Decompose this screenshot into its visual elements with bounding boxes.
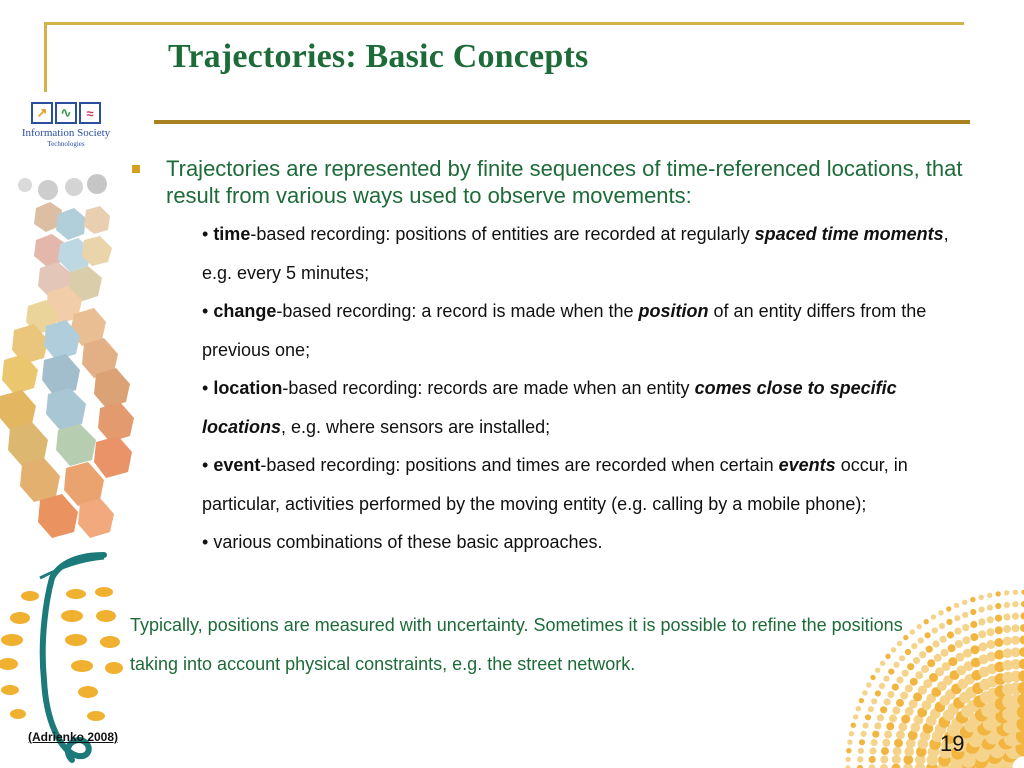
deco-dot <box>1020 624 1024 632</box>
deco-petal <box>10 709 26 719</box>
deco-dot <box>919 651 926 658</box>
deco-dot <box>987 616 994 623</box>
deco-dot <box>963 636 971 644</box>
deco-dot <box>987 605 993 611</box>
deco-dot <box>896 699 904 707</box>
item-text: , e.g. where sensors are installed; <box>281 416 551 437</box>
sub-bullet-marker: • <box>202 532 214 552</box>
deco-dot <box>871 698 877 704</box>
deco-dot <box>987 628 995 636</box>
deco-dot <box>962 612 968 618</box>
deco-dot <box>863 723 869 729</box>
deco-dot <box>38 180 58 200</box>
deco-dot <box>865 714 871 720</box>
deco-dot <box>1020 636 1024 645</box>
deco-dot <box>866 682 871 687</box>
item-text: , e.g. every 5 minutes; <box>202 224 949 283</box>
logo-arrow-icon: ↗ <box>31 102 53 124</box>
deco-dot <box>962 624 969 631</box>
slide-title: Trajectories: Basic Concepts <box>168 38 589 75</box>
deco-dot <box>986 640 995 649</box>
deco-dot <box>1011 636 1020 645</box>
item-text: occur, in particular, activities performed by the moving entity (e.g. calling by a mobile phone); <box>202 455 908 514</box>
sub-bullet-marker: • <box>202 455 214 475</box>
deco-dot <box>892 707 900 715</box>
deco-hex <box>78 498 114 538</box>
deco-dot <box>862 690 867 695</box>
deco-dot <box>898 722 907 731</box>
deco-dot <box>978 618 985 625</box>
deco-petal <box>66 589 86 599</box>
bullet-square-icon <box>132 165 140 173</box>
deco-dot <box>971 645 980 654</box>
deco-dot <box>995 638 1004 647</box>
deco-hex <box>56 424 96 466</box>
deco-petal <box>96 610 116 622</box>
sub-bullet-marker: • <box>202 224 214 244</box>
item-text: of an entity differs from the previous one; <box>202 301 927 360</box>
recording-methods-list <box>202 215 970 562</box>
deco-dot <box>987 593 992 598</box>
deco-dot <box>934 654 942 662</box>
deco-dot <box>849 731 854 736</box>
deco-dot <box>994 650 1004 660</box>
deco-dot <box>1013 590 1018 595</box>
emphasis-position: position <box>638 301 709 321</box>
deco-dot <box>875 690 881 696</box>
deco-dot <box>932 640 939 647</box>
deco-dot <box>884 698 891 705</box>
deco-dot <box>970 609 976 615</box>
deco-dot <box>1004 602 1010 608</box>
deco-dot <box>911 643 917 649</box>
deco-dot <box>880 764 888 768</box>
deco-petal <box>0 658 18 670</box>
deco-dot <box>954 603 959 608</box>
deco-dot <box>948 644 956 652</box>
deco-dot <box>880 756 888 764</box>
deco-dot <box>856 706 861 711</box>
deco-dot <box>868 706 874 712</box>
deco-dot <box>894 739 903 748</box>
deco-dot <box>889 714 897 722</box>
deco-dot <box>962 600 967 605</box>
deco-dot <box>1004 590 1009 595</box>
deco-dot <box>858 748 864 754</box>
deco-dot <box>884 731 892 739</box>
deco-dot <box>879 683 885 689</box>
deco-dot <box>979 607 985 613</box>
deco-dot <box>939 623 945 629</box>
deco-hex <box>98 402 134 442</box>
deco-dot <box>887 691 894 698</box>
logo-lines-icon: ≈ <box>79 102 101 124</box>
deco-dot <box>892 764 901 768</box>
deco-dot <box>65 178 83 196</box>
logo-org-name: Information Society <box>21 127 111 139</box>
deco-dot <box>947 631 954 638</box>
deco-hex <box>94 436 132 478</box>
citation: (Adrienko 2008) <box>28 730 119 744</box>
deco-dot <box>871 739 878 746</box>
deco-dot <box>861 731 867 737</box>
deco-hex <box>84 206 110 234</box>
deco-dot <box>893 747 902 756</box>
deco-dot <box>954 628 961 635</box>
deco-dot <box>1003 637 1012 646</box>
deco-dot <box>970 597 975 602</box>
deco-dot <box>896 730 905 739</box>
title-rule <box>154 120 970 124</box>
deco-dot <box>918 637 924 643</box>
deco-petal <box>71 660 93 672</box>
deco-dot <box>859 698 864 703</box>
deco-dot <box>970 633 978 641</box>
deco-petal <box>1 634 23 646</box>
item-text: -based recording: positions and times are recorded when certain <box>260 455 779 475</box>
deco-petal <box>1 685 19 695</box>
deco-dot <box>881 747 889 755</box>
deco-dot <box>847 740 852 745</box>
deco-dot <box>1020 612 1024 619</box>
deco-dot <box>1019 647 1024 657</box>
sub-bullet-marker: • <box>202 378 214 398</box>
list-item-location <box>202 369 970 446</box>
deco-dot <box>905 685 913 693</box>
deco-dot <box>846 748 851 753</box>
deco-dot <box>853 714 858 719</box>
deco-petal <box>21 591 39 601</box>
deco-dot <box>868 764 875 768</box>
keyword-location: location <box>213 378 283 398</box>
deco-dot <box>880 706 887 713</box>
deco-dot <box>978 630 986 638</box>
list-item-time <box>202 215 970 292</box>
deco-dot <box>859 739 865 745</box>
deco-dot <box>1012 613 1019 620</box>
deco-dot <box>921 665 929 673</box>
deco-dot <box>946 619 952 625</box>
deco-petal <box>61 610 83 622</box>
item-text: -based recording: a record is made when the <box>276 301 639 321</box>
deco-dot <box>915 671 923 679</box>
closing-note: Typically, positions are measured with uncertainty. Sometimes it is possible to refine the positions taking into account physical constraints, e.g. the street network. <box>130 615 903 674</box>
deco-dot <box>940 636 947 643</box>
item-text: -based recording: positions of entities are recorded at regularly <box>250 224 755 244</box>
deco-dot <box>1012 601 1018 607</box>
page-number: 19 <box>940 731 965 756</box>
list-item-combinations <box>202 523 970 562</box>
deco-dot <box>926 646 933 653</box>
deco-dot <box>869 747 876 754</box>
deco-dot <box>900 692 908 700</box>
deco-hex <box>20 458 60 502</box>
deco-petal <box>105 662 123 674</box>
deco-dot <box>886 722 894 730</box>
deco-dot <box>1012 624 1020 632</box>
deco-dot <box>924 619 929 624</box>
deco-dot <box>932 627 938 633</box>
deco-petal <box>87 711 105 721</box>
main-bullet <box>130 155 970 562</box>
emphasis-spaced-time: spaced time moments <box>754 224 944 244</box>
logo-wave-icon: ∿ <box>55 102 77 124</box>
deco-dot <box>1003 625 1011 633</box>
deco-petal <box>95 587 113 597</box>
deco-dot <box>996 591 1001 596</box>
item-text: -based recording: records are made when an entity <box>282 378 695 398</box>
deco-dot <box>927 659 935 667</box>
slide-content <box>130 155 970 562</box>
deco-dot <box>917 624 922 629</box>
deco-dot <box>910 629 915 634</box>
main-bullet-text: Trajectories are represented by finite sequences of time-referenced locations, that result from various ways used to observe movements: <box>166 156 963 208</box>
deco-hex <box>94 368 130 408</box>
deco-petal <box>10 612 30 624</box>
deco-dot <box>1003 613 1010 620</box>
deco-dot <box>995 615 1002 622</box>
deco-hex <box>38 494 78 538</box>
keyword-change: change <box>213 301 277 321</box>
list-item-change <box>202 292 970 369</box>
keyword-time: time <box>213 224 251 244</box>
deco-dot <box>954 615 960 621</box>
deco-dot <box>995 603 1001 609</box>
deco-dot <box>970 621 977 628</box>
deco-dot <box>872 731 879 738</box>
deco-dot <box>892 684 899 691</box>
deco-hex <box>46 388 86 430</box>
deco-dot <box>979 595 984 600</box>
deco-dot <box>978 642 987 651</box>
deco-dot <box>846 757 851 762</box>
top-frame-line <box>44 22 964 25</box>
deco-dot <box>882 739 890 747</box>
deco-petal <box>65 634 87 646</box>
keyword-event: event <box>213 455 261 475</box>
deco-petal <box>78 686 98 698</box>
emphasis-comes-close: comes close to specific locations <box>202 378 897 437</box>
deco-dot <box>955 640 963 648</box>
deco-dot <box>869 756 876 763</box>
list-item-event <box>202 446 970 523</box>
deco-dot <box>938 610 943 615</box>
deco-dot <box>892 755 901 764</box>
sub-bullet-marker: • <box>202 301 214 321</box>
deco-dot <box>995 626 1003 634</box>
deco-dot <box>874 722 881 729</box>
deco-dot <box>18 178 32 192</box>
deco-dot <box>910 678 918 686</box>
item-text: various combinations of these basic approaches. <box>213 532 603 552</box>
deco-dot <box>87 174 107 194</box>
deco-dot <box>913 657 920 664</box>
deco-dot <box>904 747 914 757</box>
logo-org-sub: Technologies <box>47 140 85 148</box>
deco-dot <box>851 723 856 728</box>
deco-dot <box>925 632 931 638</box>
deco-dot <box>877 714 884 721</box>
deco-dot <box>941 649 949 657</box>
deco-dot <box>857 756 863 762</box>
deco-hex <box>42 354 80 396</box>
left-decoration <box>0 0 140 768</box>
deco-dot <box>946 606 951 611</box>
deco-dot <box>931 614 936 619</box>
deco-petal <box>100 636 120 648</box>
emphasis-events: events <box>778 455 836 475</box>
